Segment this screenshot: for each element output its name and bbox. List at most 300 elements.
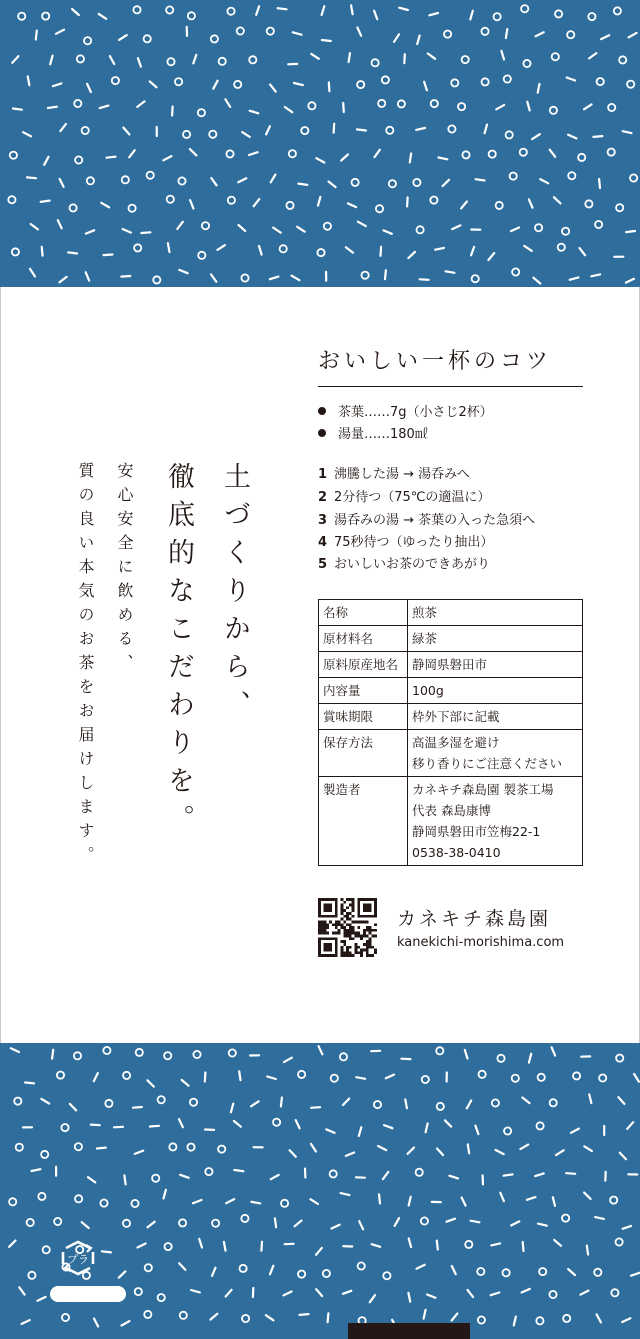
pattern-dash [580, 1291, 588, 1295]
pattern-ring [281, 1200, 288, 1207]
pattern-dash [485, 125, 487, 134]
pattern-dash [217, 245, 225, 250]
brand-url[interactable]: kanekichi-morishima.com [397, 935, 565, 950]
pattern-dash [370, 1295, 375, 1302]
pattern-dash [334, 124, 335, 133]
pattern-dash [273, 228, 281, 233]
pattern-dash [44, 157, 48, 165]
pattern-ring [187, 1144, 194, 1151]
bullet-icon [318, 407, 326, 415]
pattern-dash [496, 105, 504, 109]
pattern-ring [616, 204, 623, 211]
pattern-dash [529, 1054, 531, 1063]
pattern-dash [298, 184, 307, 185]
pattern-ring [166, 6, 173, 13]
pattern-ring [234, 81, 241, 88]
pattern-ring [523, 60, 530, 67]
pattern-dash [72, 9, 79, 15]
pattern-dash [101, 203, 109, 208]
pattern-ring [430, 197, 437, 204]
pattern-dash [426, 1124, 428, 1133]
pattern-ring [378, 100, 385, 107]
pattern-dash [535, 1173, 544, 1176]
pattern-ring [479, 1071, 486, 1078]
pattern-dash [511, 1221, 519, 1225]
pattern-ring [144, 1311, 151, 1318]
pattern-ring [538, 1074, 545, 1081]
pattern-ring [74, 1052, 81, 1059]
pattern-ring [323, 1270, 330, 1277]
pattern-dash [311, 54, 319, 59]
pattern-dash [357, 129, 366, 130]
pattern-dash [213, 81, 217, 89]
pattern-ring [421, 1217, 428, 1224]
pattern-dash [408, 1148, 414, 1154]
pattern-dash [311, 1107, 320, 1108]
pattern-ring [219, 58, 226, 65]
pattern-dash [234, 1121, 241, 1127]
pattern-ring [416, 1169, 423, 1176]
pattern-dash [293, 32, 302, 34]
pattern-dash [584, 1146, 592, 1151]
pattern-dash [468, 1144, 469, 1153]
pattern-dash [404, 54, 405, 63]
pattern-ring [165, 1243, 172, 1250]
pattern-ring [147, 172, 154, 179]
pattern-ring [158, 1294, 165, 1301]
pattern-dash [601, 35, 609, 39]
plastic-recycle-icon [58, 1238, 98, 1278]
pattern-dash [91, 1125, 100, 1126]
pattern-ring [472, 275, 479, 282]
pattern-ring [614, 7, 621, 14]
pattern-dash [343, 1291, 351, 1294]
pattern-dash [53, 83, 62, 86]
pattern-dash [278, 8, 287, 9]
pattern-ring [558, 244, 565, 251]
pattern-dash [13, 109, 22, 110]
pattern-dash [266, 1315, 274, 1320]
step-text: 湯呑みの湯 → 茶葉の入った急須へ [334, 513, 536, 528]
pattern-dash [256, 6, 259, 15]
pattern-dash [540, 179, 548, 183]
headline-line-2: 徹底的なこだわりを。 [163, 462, 194, 842]
pattern-dash [356, 1077, 365, 1079]
pattern-ring [280, 245, 287, 252]
pattern-ring [41, 1151, 48, 1158]
pattern-ring [75, 1195, 82, 1202]
pattern-dash [427, 1295, 435, 1298]
pattern-dash [417, 1265, 425, 1269]
pattern-ring [237, 27, 244, 34]
pattern-dash [488, 253, 494, 260]
table-value-line: 0538-38-0410 [412, 845, 501, 860]
ingredient-text: 茶葉……7g（小さじ2杯） [338, 405, 493, 420]
pattern-dash [284, 1292, 292, 1296]
pattern-dash [239, 225, 246, 231]
pattern-dash [417, 36, 420, 45]
pattern-ring [324, 223, 331, 230]
table-value-line: 枠外下部に記載 [412, 709, 500, 724]
pattern-dash [351, 5, 353, 14]
pattern-ring [422, 1076, 429, 1083]
pattern-dash [107, 157, 116, 158]
pattern-dash [22, 1320, 30, 1324]
ingredient-item [318, 401, 493, 420]
pattern-dash [138, 1244, 146, 1248]
pattern-dash [48, 107, 57, 108]
pattern-dash [19, 1287, 24, 1294]
pattern-dash [328, 1313, 329, 1322]
pattern-dash [261, 1242, 262, 1251]
pattern-ring [512, 268, 519, 275]
pattern-dash [31, 224, 38, 229]
pattern-ring [550, 1099, 557, 1106]
pattern-ring [504, 75, 511, 82]
pattern-dash [467, 1101, 471, 1109]
pattern-ring [535, 224, 542, 231]
pattern-dash [193, 55, 196, 64]
pattern-dash [443, 180, 449, 186]
pattern-dash [599, 179, 600, 188]
table-key: 名称 [319, 600, 408, 626]
pattern-ring [308, 102, 315, 109]
table-row [319, 777, 583, 866]
pattern-ring [477, 1268, 484, 1275]
brand-name: カネキチ森島園 [397, 908, 552, 930]
pattern-ring [249, 56, 256, 63]
pattern-dash [359, 1221, 363, 1229]
pattern-ring [372, 59, 379, 66]
pattern-ring [506, 131, 513, 138]
pattern-dash [527, 102, 529, 111]
body-copy-line-2: 質の良い本気のお茶をお届けします。 [76, 462, 95, 870]
pattern-ring [123, 1072, 130, 1079]
pattern-ring [573, 1072, 580, 1079]
pattern-dash [522, 1289, 530, 1293]
pattern-dash [329, 182, 336, 188]
pattern-ring [437, 1103, 444, 1110]
pattern-dash [452, 1266, 456, 1274]
pattern-ring [27, 1219, 34, 1226]
pattern-ring [417, 226, 424, 233]
pattern-dash [580, 248, 586, 255]
pattern-ring [536, 1317, 543, 1324]
pattern-dash [627, 1122, 633, 1129]
pattern-dash [429, 13, 438, 15]
pattern-ring [550, 107, 557, 114]
pattern-dash [584, 104, 592, 109]
pattern-dash [589, 1094, 591, 1103]
confetti-pattern-top [0, 0, 640, 287]
pattern-ring [594, 1269, 601, 1276]
table-value-line: 煎茶 [412, 605, 438, 620]
pattern-dash [520, 1145, 528, 1150]
pattern-dash [346, 247, 353, 253]
pattern-dash [476, 179, 485, 180]
body-copy-line-1: 安心安全に飲める、 [115, 462, 134, 678]
pattern-ring [273, 1119, 280, 1126]
pattern-dash [30, 269, 35, 277]
pattern-ring [152, 1175, 159, 1182]
pattern-dash [416, 128, 425, 130]
pattern-dash [150, 1126, 159, 1127]
pattern-dash [500, 1193, 504, 1201]
pattern-dash [437, 1149, 443, 1156]
table-row [319, 704, 583, 730]
pattern-dash [191, 1290, 200, 1292]
table-key: 原材料名 [319, 626, 408, 652]
pattern-ring [183, 131, 190, 138]
pattern-dash [251, 1202, 260, 1204]
pattern-ring [9, 1198, 16, 1205]
pattern-dash [591, 274, 600, 276]
pattern-band-top [0, 0, 640, 287]
pattern-dash [408, 1293, 410, 1302]
print-area-white-bar [50, 1286, 126, 1302]
pattern-ring [482, 78, 489, 85]
pattern-dash [41, 1099, 49, 1104]
pattern-dash [439, 158, 448, 160]
pattern-ring [131, 1200, 138, 1207]
pattern-dash [532, 134, 540, 139]
pattern-ring [38, 1193, 45, 1200]
table-key: 保存方法 [319, 730, 408, 777]
pattern-dash [123, 229, 131, 233]
pattern-dash [343, 1099, 349, 1106]
pattern-ring [122, 176, 129, 183]
table-value [408, 600, 583, 626]
pattern-ring [227, 8, 234, 15]
pattern-dash [554, 1240, 561, 1246]
pattern-ring [226, 150, 233, 157]
pattern-dash [147, 1080, 153, 1086]
pattern-dash [135, 1151, 143, 1154]
pattern-dash [409, 1197, 411, 1206]
pattern-dash [294, 83, 303, 85]
pattern-ring [228, 197, 235, 204]
pattern-dash [239, 1071, 240, 1080]
pattern-dash [99, 14, 107, 19]
pattern-ring [340, 1053, 347, 1060]
table-value-line: 100g [412, 683, 444, 698]
pattern-dash [593, 136, 602, 137]
table-key: 原料原産地名 [319, 652, 408, 678]
pattern-dash [527, 1197, 536, 1200]
pattern-dash [424, 1310, 426, 1319]
pattern-dash [343, 103, 344, 112]
pattern-dash [296, 1120, 300, 1128]
pattern-dash [332, 1225, 340, 1229]
pattern-dash [87, 84, 91, 92]
pattern-ring [61, 1124, 68, 1131]
pattern-ring [62, 1314, 69, 1321]
pattern-dash [465, 1050, 468, 1059]
pattern-ring [144, 35, 151, 42]
pattern-dash [408, 252, 415, 258]
pattern-ring [164, 1052, 171, 1059]
pattern-dash [386, 1075, 394, 1079]
pattern-dash [554, 197, 561, 203]
ingredient-text: 湯量……180㎖ [338, 427, 428, 442]
pattern-dash [100, 106, 109, 109]
pattern-ring [190, 1099, 197, 1106]
pattern-dash [623, 1226, 632, 1229]
pattern-ring [376, 205, 383, 212]
pattern-ring [129, 205, 136, 212]
pattern-dash [566, 1173, 575, 1174]
pattern-dash [205, 1073, 206, 1082]
pattern-dash [620, 1153, 626, 1160]
pattern-dash [447, 1219, 456, 1222]
pattern-ring [18, 13, 25, 20]
pattern-dash [524, 246, 532, 251]
qr-code[interactable] [318, 898, 377, 957]
pattern-dash [86, 230, 94, 233]
pattern-dash [634, 1074, 639, 1082]
pattern-dash [141, 232, 150, 233]
pattern-dash [506, 29, 507, 38]
pattern-ring [520, 149, 527, 156]
table-value-line: 静岡県磐田市笠梅22-1 [412, 824, 541, 839]
pattern-dash [163, 156, 171, 160]
pattern-ring [503, 1269, 510, 1276]
pattern-ring [552, 53, 559, 60]
pattern-ring [568, 172, 575, 179]
pattern-dash [193, 1200, 202, 1203]
pattern-ring [496, 202, 503, 209]
pattern-ring [167, 58, 174, 65]
step-text: 75秒待つ（ゆったり抽出） [334, 535, 494, 550]
pattern-dash [316, 1289, 322, 1296]
pattern-ring [75, 1143, 82, 1150]
pattern-dash [584, 1193, 591, 1199]
pattern-dash [94, 1319, 98, 1327]
pattern-ring [331, 1075, 338, 1082]
table-value-line: 緑茶 [412, 631, 438, 646]
pattern-dash [461, 202, 467, 209]
pattern-ring [267, 28, 274, 35]
pattern-dash [631, 1273, 640, 1276]
pattern-dash [359, 1127, 362, 1136]
pattern-dash [372, 1244, 381, 1247]
pattern-dash [322, 40, 331, 41]
pattern-ring [167, 196, 174, 203]
pattern-dash [311, 1144, 316, 1152]
pattern-dash [316, 1248, 322, 1255]
pattern-dash [501, 51, 504, 60]
pattern-dash [346, 1153, 354, 1156]
pattern-ring [630, 174, 637, 181]
pattern-dash [318, 197, 320, 206]
pattern-ring [539, 1268, 546, 1275]
pattern-ring [431, 100, 438, 107]
pattern-ring [599, 1074, 606, 1081]
recycle-mark-label: プラ [67, 1253, 89, 1266]
pattern-dash [28, 76, 30, 85]
pattern-ring [481, 28, 488, 35]
pattern-ring [352, 179, 359, 186]
pattern-ring [588, 13, 595, 20]
pattern-dash [452, 225, 460, 229]
pattern-dash [319, 1046, 323, 1054]
pattern-dash [424, 82, 427, 91]
pattern-dash [58, 220, 62, 228]
pattern-ring [597, 78, 604, 85]
pattern-ring [362, 272, 369, 279]
pattern-ring [105, 1100, 112, 1107]
pattern-dash [82, 1222, 89, 1228]
pattern-ring [153, 276, 160, 283]
pattern-dash [405, 1099, 407, 1108]
pattern-dash [375, 150, 380, 157]
pattern-dash [271, 175, 276, 183]
pattern-dash [226, 1199, 234, 1203]
pattern-dash [536, 32, 544, 36]
pattern-dash [97, 1148, 106, 1149]
pattern-ring [458, 103, 465, 110]
pattern-dash [357, 28, 361, 36]
frame-left-line [0, 287, 1, 1043]
pattern-dash [297, 227, 305, 232]
table-key: 賞味期限 [319, 704, 408, 730]
pattern-dash [449, 1176, 458, 1179]
pattern-dash [379, 1194, 380, 1203]
pattern-ring [211, 35, 218, 42]
pattern-dash [523, 1242, 524, 1251]
table-key: 内容量 [319, 678, 408, 704]
table-value [408, 626, 583, 652]
pattern-dash [285, 107, 292, 112]
pattern-ring [616, 1055, 623, 1062]
pattern-dash [385, 270, 386, 279]
pattern-ring [489, 151, 496, 158]
pattern-dash [428, 54, 435, 59]
pattern-dash [491, 1293, 500, 1296]
pattern-ring [135, 1288, 142, 1295]
pattern-ring [619, 56, 626, 63]
pattern-dash [168, 243, 170, 252]
pattern-ring [357, 81, 364, 88]
pattern-ring [289, 150, 296, 157]
pattern-dash [212, 1268, 216, 1276]
pattern-ring [205, 1168, 212, 1175]
pattern-dash [133, 1107, 142, 1108]
pattern-dash [570, 277, 579, 279]
pattern-ring [627, 81, 634, 88]
pattern-dash [281, 1098, 282, 1107]
pattern-dash [36, 31, 37, 40]
pattern-dash [211, 178, 216, 185]
pattern-dash [70, 1104, 76, 1110]
pattern-ring [103, 1047, 110, 1054]
pattern-dash [179, 270, 187, 273]
pattern-ring [8, 196, 15, 203]
pattern-dash [567, 78, 576, 81]
tips-title: おいしい一杯のコツ [318, 349, 553, 374]
pattern-ring [413, 179, 420, 186]
pattern-dash [295, 1221, 302, 1227]
pattern-dash [514, 1317, 516, 1326]
pattern-dash [225, 99, 230, 107]
pattern-dash [60, 179, 64, 187]
step-text: 2分待つ（75℃の適温に） [334, 490, 491, 505]
pattern-dash [179, 1119, 183, 1127]
pattern-ring [317, 249, 324, 256]
pattern-dash [129, 150, 135, 157]
pattern-dash [538, 1224, 547, 1226]
bullet-icon [318, 429, 326, 437]
